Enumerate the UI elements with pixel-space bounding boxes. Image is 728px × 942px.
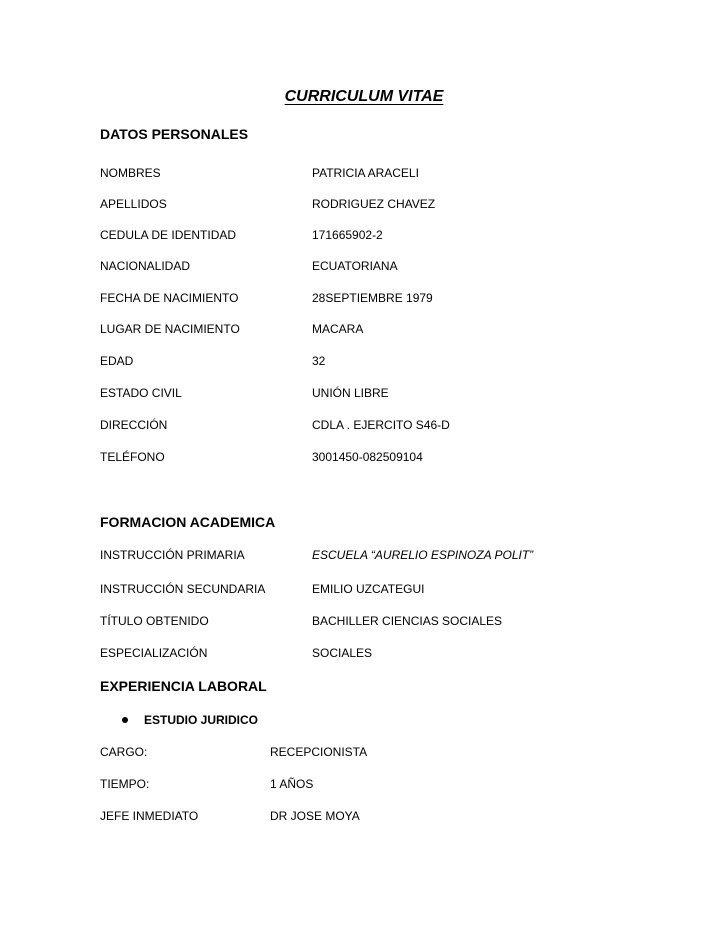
row-value: 28SEPTIEMBRE 1979 [312,291,433,305]
row-value: BACHILLER CIENCIAS SOCIALES [312,614,503,628]
row-value: 1 AÑOS [270,777,314,791]
row-value: RODRIGUEZ CHAVEZ [312,197,436,211]
row-label: EDAD [100,354,134,368]
row-label: NACIONALIDAD [100,259,191,273]
row-label: TIEMPO: [100,777,150,791]
row-label: JEFE INMEDIATO [100,809,199,823]
row-label: INSTRUCCIÓN SECUNDARIA [100,582,266,596]
row-label: FECHA DE NACIMIENTO [100,291,239,305]
section-heading-academic: FORMACION ACADEMICA [100,514,276,530]
row-label: ESPECIALIZACIÓN [100,646,208,660]
row-label: TELÉFONO [100,450,165,464]
row-label: APELLIDOS [100,197,167,211]
row-value: 171665902-2 [312,228,383,242]
row-value: 32 [312,354,326,368]
row-value: EMILIO UZCATEGUI [312,582,425,596]
row-value: PATRICIA ARACELI [312,166,419,180]
row-label: ESTADO CIVIL [100,386,182,400]
row-value: ESCUELA “AURELIO ESPINOZA POLIT” [312,548,534,562]
bullet-text: ESTUDIO JURIDICO [144,713,259,727]
row-label: NOMBRES [100,166,161,180]
row-label: DIRECCIÓN [100,418,168,432]
row-value: ECUATORIANA [312,259,398,273]
bullet-dot-icon [122,717,128,723]
row-value: UNIÓN LIBRE [312,386,389,400]
row-label: CARGO: [100,745,148,759]
row-value: DR JOSE MOYA [270,809,360,823]
row-value: SOCIALES [312,646,373,660]
row-value: 3001450-082509104 [312,450,423,464]
row-label: INSTRUCCIÓN PRIMARIA [100,548,245,562]
row-label: LUGAR DE NACIMIENTO [100,322,240,336]
row-value: CDLA . EJERCITO S46-D [312,418,450,432]
document-title: CURRICULUM VITAE [284,88,444,105]
row-value: RECEPCIONISTA [270,745,368,759]
row-label: TÍTULO OBTENIDO [100,614,209,628]
row-value: MACARA [312,322,364,336]
row-label: CEDULA DE IDENTIDAD [100,228,237,242]
section-heading-experience: EXPERIENCIA LABORAL [100,678,267,694]
section-heading-personal: DATOS PERSONALES [100,126,249,142]
